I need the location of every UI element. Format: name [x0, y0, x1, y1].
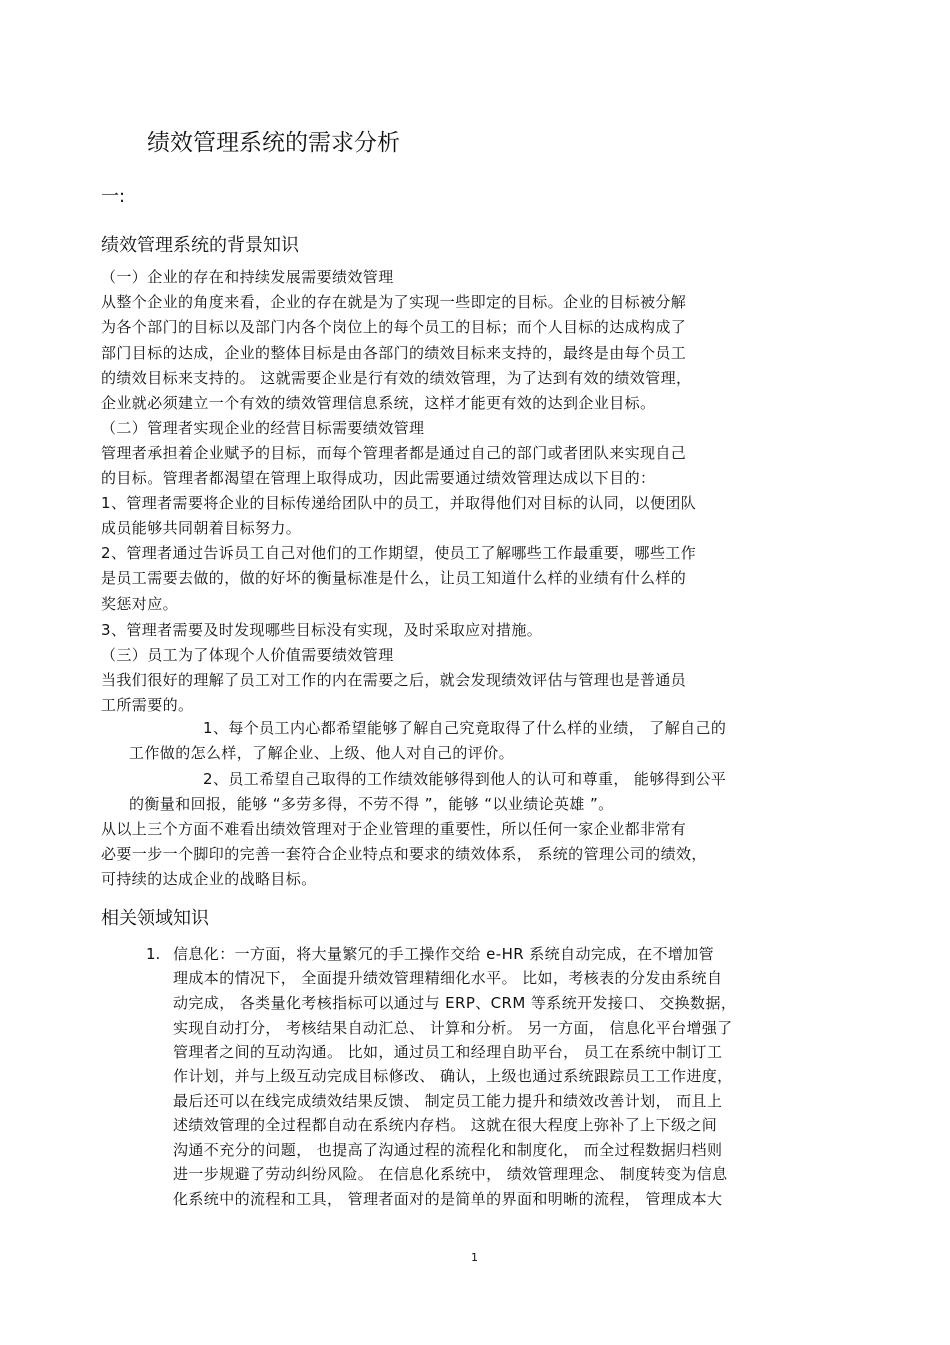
- paragraph-line: 工所需要的。: [101, 696, 194, 714]
- paragraph-line: 的衡量和回报，能够 “多劳多得，不劳不得 ”，能够 “以业绩论英雄 ”。: [129, 795, 614, 813]
- page-number: 1: [471, 1251, 478, 1264]
- paragraph-line: 1、每个员工内心都希望能够了解自己究竟取得了什么样的业绩， 了解自己的: [203, 719, 727, 737]
- list-item-line: 管理者之间的互动沟通。 比如，通过员工和经理自助平台， 员工在系统中制订工: [173, 1043, 723, 1061]
- list-item-line: 动完成， 各类量化考核指标可以通过与 ERP、CRM 等系统开发接口、 交换数据，: [173, 994, 737, 1012]
- list-item-line: 最后还可以在线完成绩效结果反馈、 制定员工能力提升和绩效改善计划， 而且上: [173, 1092, 723, 1110]
- paragraph-line: （三）员工为了体现个人价值需要绩效管理: [101, 646, 394, 664]
- paragraph-line: 从以上三个方面不难看出绩效管理对于企业管理的重要性，所以任何一家企业都非常有: [101, 820, 687, 838]
- list-item-line: 实现自动打分， 考核结果自动汇总、 计算和分析。 另一方面， 信息化平台增强了: [173, 1019, 733, 1037]
- domain-heading: 相关领域知识: [101, 908, 209, 929]
- paragraph-line: （一）企业的存在和持续发展需要绩效管理: [101, 268, 394, 286]
- paragraph-line: 1、管理者需要将企业的目标传递给团队中的员工，并取得他们对目标的认同，以便团队: [101, 494, 697, 512]
- paragraph-line: 2、员工希望自己取得的工作绩效能够得到他人的认可和尊重， 能够得到公平: [203, 770, 727, 788]
- list-item-line: 作计划，并与上级互动完成目标修改、 确认，上级也通过系统跟踪员工工作进度，: [173, 1067, 733, 1085]
- paragraph-line: 当我们很好的理解了员工对工作的内在需要之后，就会发现绩效评估与管理也是普通员: [101, 671, 687, 689]
- paragraph-line: （二）管理者实现企业的经营目标需要绩效管理: [101, 419, 425, 437]
- paragraph-line: 可持续的达成企业的战略目标。: [101, 870, 317, 888]
- list-item-number: 1.: [146, 945, 161, 963]
- paragraph-line: 部门目标的达成，企业的整体目标是由各部门的绩效目标来支持的，最终是由每个员工: [101, 344, 687, 362]
- paragraph-line: 必要一步一个脚印的完善一套符合企业特点和要求的绩效体系， 系统的管理公司的绩效，: [101, 845, 707, 863]
- list-item-line: 沟通不充分的问题， 也提高了沟通过程的流程化和制度化， 而全过程数据归档则: [173, 1141, 723, 1159]
- paragraph-line: 的绩效目标来支持的。 这就需要企业是行有效的绩效管理，为了达到有效的绩效管理，: [101, 369, 692, 387]
- paragraph-line: 工作做的怎么样，了解企业、上级、他人对自己的评价。: [129, 744, 515, 762]
- paragraph-line: 的目标。管理者都渴望在管理上取得成功，因此需要通过绩效管理达成以下目的：: [101, 469, 656, 487]
- section-number: 一:: [101, 186, 126, 207]
- list-item-line: 理成本的情况下， 全面提升绩效管理精细化水平。 比如，考核表的分发由系统自: [173, 969, 723, 987]
- paragraph-line: 管理者承担着企业赋予的目标，而每个管理者都是通过自己的部门或者团队来实现自己: [101, 444, 687, 462]
- list-item-line: 进一步规避了劳动纠纷风险。 在信息化系统中， 绩效管理理念、 制度转变为信息: [173, 1165, 728, 1183]
- paragraph-line: 是员工需要去做的，做的好坏的衡量标准是什么，让员工知道什么样的业绩有什么样的: [101, 569, 687, 587]
- background-heading: 绩效管理系统的背景知识: [101, 235, 299, 256]
- list-item-line: 化系统中的流程和工具， 管理者面对的是简单的界面和明晰的流程， 管理成本大: [173, 1190, 723, 1208]
- list-item-line: 述绩效管理的全过程都自动在系统内存档。 这就在很大程度上弥补了上下级之间: [173, 1116, 718, 1134]
- paragraph-line: 企业就必须建立一个有效的绩效管理信息系统，这样才能更有效的达到企业目标。: [101, 394, 656, 412]
- paragraph-line: 3、管理者需要及时发现哪些目标没有实现，及时采取应对措施。: [101, 621, 543, 639]
- paragraph-line: 从整个企业的角度来看，企业的存在就是为了实现一些即定的目标。企业的目标被分解: [101, 293, 687, 311]
- paragraph-line: 成员能够共同朝着目标努力。: [101, 519, 302, 537]
- paragraph-line: 为各个部门的目标以及部门内各个岗位上的每个员工的目标；而个人目标的达成构成了: [101, 318, 687, 336]
- paragraph-line: 2、管理者通过告诉员工自己对他们的工作期望，使员工了解哪些工作最重要，哪些工作: [101, 544, 697, 562]
- paragraph-line: 奖惩对应。: [101, 595, 179, 613]
- page-title: 绩效管理系统的需求分析: [147, 130, 400, 156]
- list-item-line: 信息化：一方面，将大量繁冗的手工操作交给 e-HR 系统自动完成，在不增加管: [173, 945, 715, 963]
